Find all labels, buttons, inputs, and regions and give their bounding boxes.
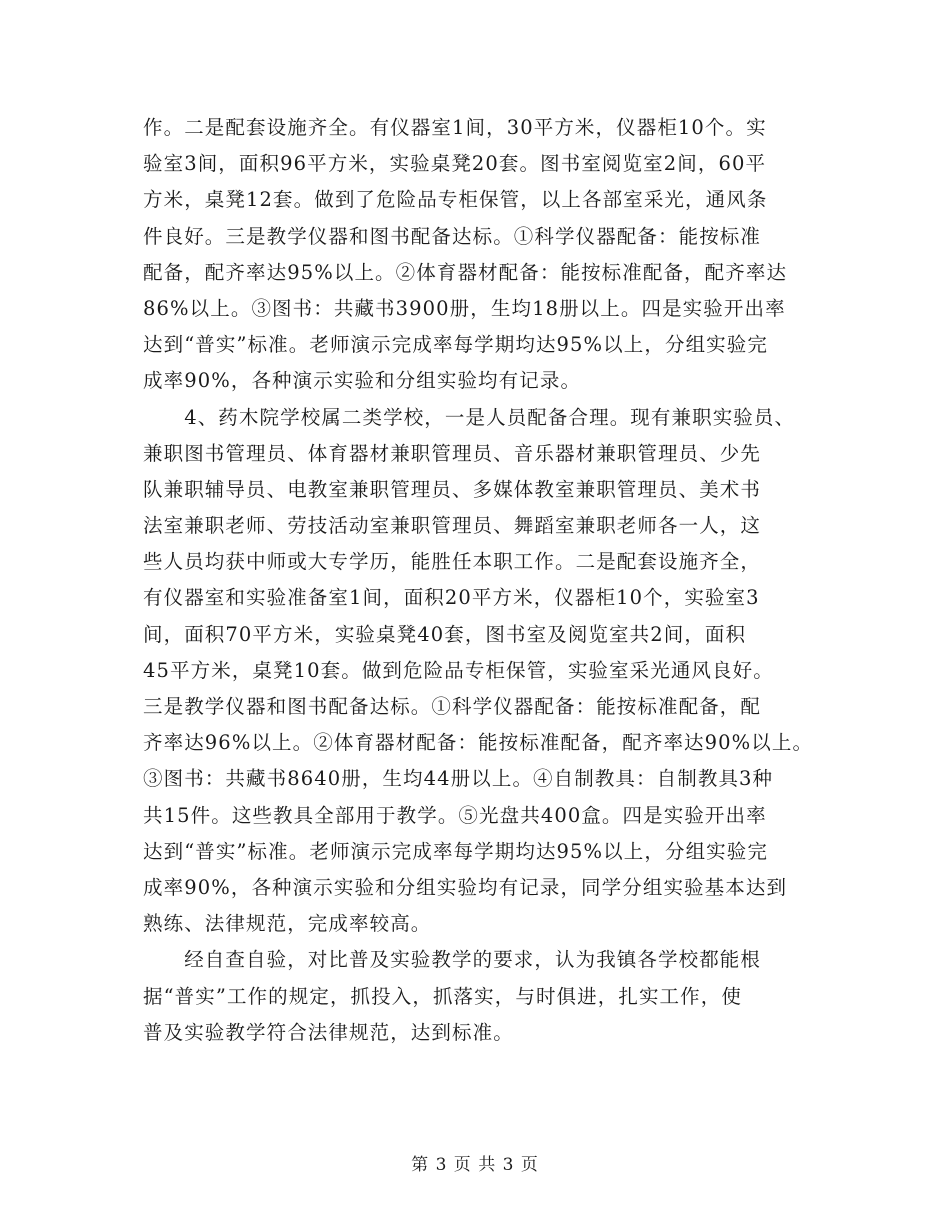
page-number-footer: 第 3 页 共 3 页 (411, 1155, 539, 1175)
text-line: 4、药木院学校属二类学校，一是人员配备合理。现有兼职实验员、 (143, 405, 796, 429)
text-line: 些人员均获中师或大专学历，能胜任本职工作。二是配套设施齐全， (143, 550, 762, 574)
text-line: ③图书：共藏书8640册，生均44册以上。④自制教具：自制教具3种 (143, 767, 774, 791)
text-line: 配备，配齐率达95%以上。②体育器材配备：能按标准配备，配齐率达 (143, 260, 788, 284)
text-line: 达到“普实”标准。老师演示完成率每学期均达95%以上，分组实验完 (143, 333, 768, 357)
text-line: 三是教学仪器和图书配备达标。①科学仪器配备：能按标准配备，配 (143, 695, 762, 718)
text-line: 共15件。这些教具全部用于教学。⑤光盘共400盒。四是实验开出率 (143, 803, 767, 827)
text-line: 86%以上。③图书：共藏书3900册，生均18册以上。四是实验开出率 (143, 296, 786, 320)
text-line: 有仪器室和实验准备室1间，面积20平方米，仪器柜10个，实验室3 (143, 586, 760, 610)
body-text (143, 110, 843, 1051)
text-line: 件良好。三是教学仪器和图书配备达标。①科学仪器配备：能按标准 (143, 224, 762, 248)
text-line: 45平方米，桌凳10套。做到危险品专柜保管，实验室采光通风良好。 (143, 658, 774, 682)
text-line: 经自查自验，对比普及实验教学的要求，认为我镇各学校都能根 (143, 948, 762, 972)
text-line: 成率90%，各种演示实验和分组实验均有记录，同学分组实验基本达到 (143, 875, 788, 899)
text-line: 成率90%，各种演示实验和分组实验均有记录。 (143, 369, 582, 393)
text-line: 验室3间，面积96平方米，实验桌凳20套。图书室阅览室2间，60平 (143, 152, 767, 176)
text-line: 熟练、法律规范，完成率较高。 (143, 912, 432, 936)
text-line: 队兼职辅导员、电教室兼职管理员、多媒体教室兼职管理员、美术书 (143, 477, 762, 501)
text-line: 齐率达96%以上。②体育器材配备：能按标准配备，配齐率达90%以上。 (143, 731, 814, 755)
text-line: 法室兼职老师、劳技活动室兼职管理员、舞蹈室兼职老师各一人，这 (143, 514, 762, 538)
text-line: 方米，桌凳12套。做到了危险品专柜保管，以上各部室采光，通风条 (143, 188, 768, 212)
text-line: 作。二是配套设施齐全。有仪器室1间，30平方米，仪器柜10个。实 (143, 116, 767, 139)
text-line: 据“普实”工作的规定，抓投入，抓落实，与时俱进，扎实工作，使 (143, 984, 742, 1008)
text-line: 间，面积70平方米，实验桌凳40套，图书室及阅览室共2间，面积 (143, 622, 747, 646)
text-line: 兼职图书管理员、体育器材兼职管理员、音乐器材兼职管理员、少先 (143, 441, 762, 465)
text-line: 普及实验教学符合法律规范，达到标准。 (143, 1020, 514, 1044)
text-line: 达到“普实”标准。老师演示完成率每学期均达95%以上，分组实验完 (143, 839, 768, 863)
